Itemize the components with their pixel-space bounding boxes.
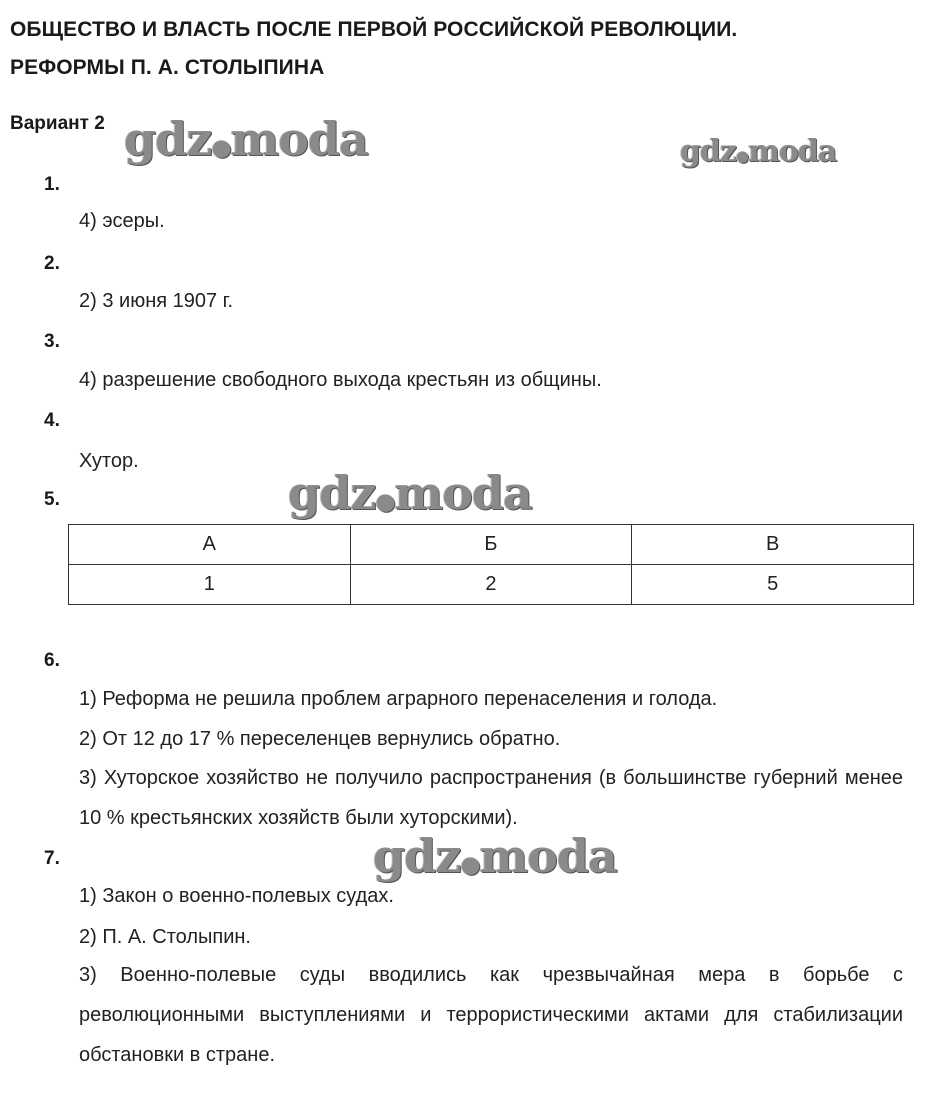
table-cell: 1 — [69, 565, 351, 605]
question-number: 5. — [44, 489, 60, 510]
page-title-line-2: РЕФОРМЫ П. А. СТОЛЫПИНА — [10, 56, 325, 79]
answer-item: 2) П. А. Столыпин. — [79, 926, 251, 948]
table-header-cell: А — [69, 525, 351, 565]
table-header-row — [69, 525, 914, 565]
question-number: 2. — [44, 253, 60, 274]
question-number: 4. — [44, 410, 60, 431]
answer-text: Хутор. — [79, 450, 139, 472]
watermark-logo: gdz●moda — [680, 134, 837, 169]
page-title-line-1: ОБЩЕСТВО И ВЛАСТЬ ПОСЛЕ ПЕРВОЙ РОССИЙСКОЙ РЕВОЛЮЦИИ. — [10, 18, 738, 41]
table-header-cell: Б — [350, 525, 632, 565]
answer-item: 2) От 12 до 17 % переселенцев вернулись обратно. — [79, 728, 561, 750]
answer-text: 2) 3 июня 1907 г. — [79, 290, 234, 312]
question-number: 3. — [44, 331, 60, 352]
answer-item: 1) Реформа не решила проблем аграрного перенаселения и голода. — [79, 688, 718, 710]
page-title — [10, 11, 737, 87]
answer-text: 4) эсеры. — [79, 210, 165, 232]
table-cell: 2 — [350, 565, 632, 605]
watermark-logo: gdz●moda — [288, 466, 532, 520]
answer-text: 4) разрешение свободного выхода крестьян из общины. — [79, 369, 602, 391]
table-row — [69, 565, 914, 605]
variant-label: Вариант 2 — [10, 113, 105, 134]
table-header-cell: В — [632, 525, 914, 565]
answer-item: 3) Хуторское хозяйство не получило распространения (в большинстве губерний менее 10 % крестьянских хозяйств были хуторскими). — [79, 767, 903, 829]
answer-item: 1) Закон о военно-полевых судах. — [79, 885, 394, 907]
watermark-logo: gdz●moda — [124, 112, 368, 166]
answer-table — [68, 524, 914, 605]
answer-item: 3) Военно-полевые суды вводились как чрезвычайная мера в борьбе с революционными выступлениями и террористическими актами для стабилизации обстановки в стране. — [79, 964, 903, 1066]
question-number: 6. — [44, 650, 60, 671]
question-number: 7. — [44, 848, 60, 869]
watermark-logo: gdz●moda — [373, 829, 617, 883]
question-number: 1. — [44, 174, 60, 195]
table-cell: 5 — [632, 565, 914, 605]
